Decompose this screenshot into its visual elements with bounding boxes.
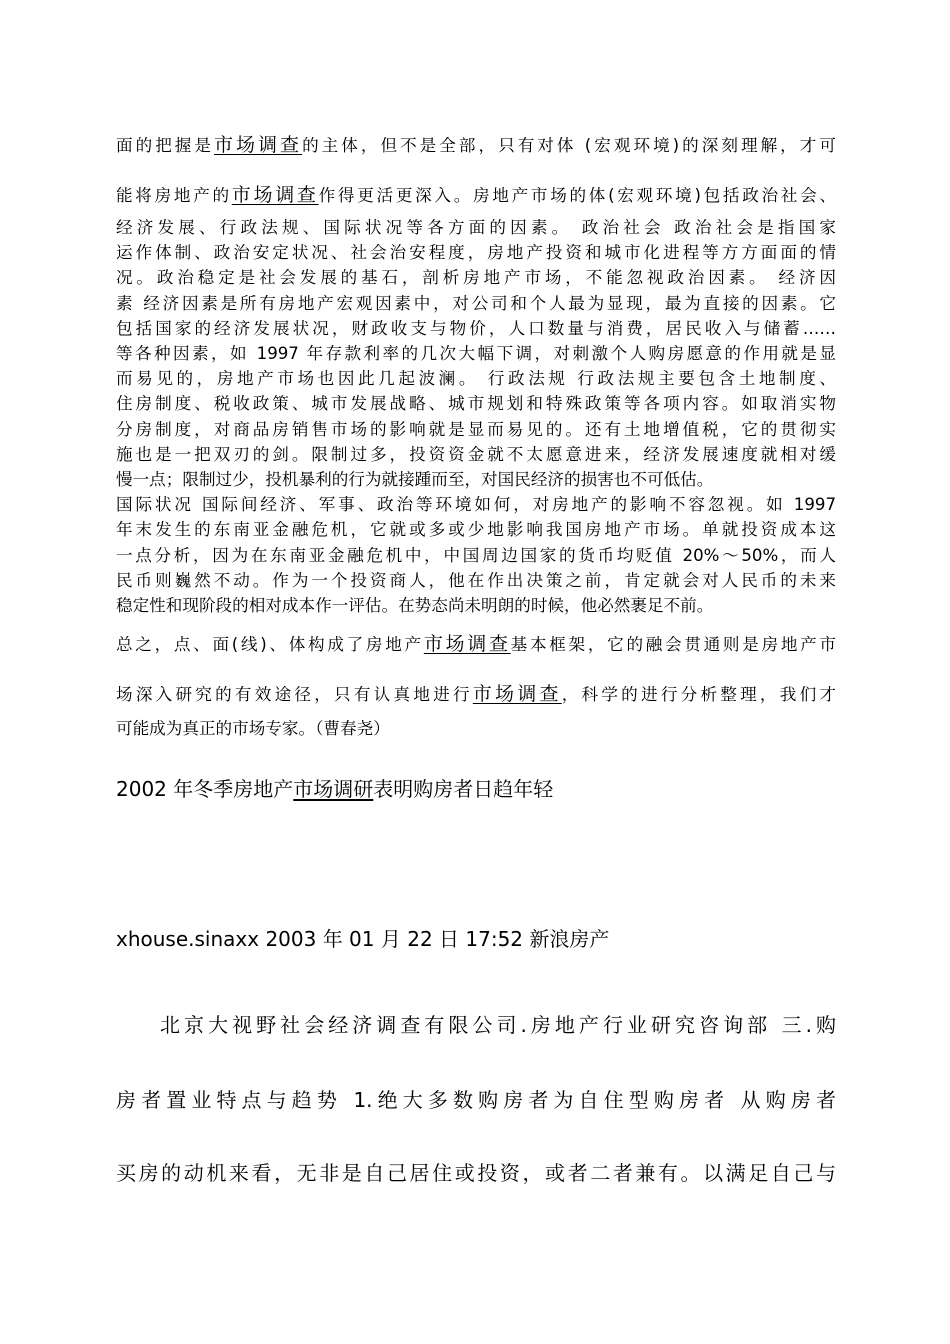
paragraph-line: 素 经济因素是所有房地产宏观因素中，对公司和个人最为显现，最为直接的因素。它: [116, 293, 836, 313]
text-run: 面的把握是: [116, 136, 215, 155]
paragraph-line: 稳定性和现阶段的相对成本作一评估。在势态尚未明朗的时候，他必然裹足不前。: [116, 596, 714, 615]
text-run: 2002 年冬季房地产: [116, 777, 294, 801]
text-run: 的主体，但不是全部，只有对体 (宏观环境)的深刻理解，才可: [302, 136, 836, 155]
paragraph-line: [116, 684, 836, 705]
text-run: 总之，点、面(线)、体构成了房地产: [116, 635, 424, 654]
text-run: ，科学的进行分析整理，我们才: [561, 685, 836, 704]
text-run: 能将房地产的: [116, 186, 232, 205]
paragraph-line: 可能成为真正的市场专家。（曹春尧）: [116, 719, 390, 738]
article-body-line: 北京大视野社会经济调查有限公司.房地产行业研究咨询部 三.购: [160, 1013, 836, 1037]
text-run: 作得更活更深入。房地产市场的体(宏观环境)包括政治社会、: [318, 186, 837, 205]
paragraph-line: 而易见的，房地产市场也因此几起波澜。 行政法规 行政法规主要包含土地制度、: [116, 369, 836, 389]
paragraph-line: 慢一点；限制过少，投机暴利的行为就接踵而至，对国民经济的损害也不可低估。: [116, 470, 714, 489]
market-research-link[interactable]: 市场调查: [472, 683, 562, 705]
paragraph-line: 分房制度，对商品房销售市场的影响就是显而易见的。还有土地增值税，它的贯彻实: [116, 419, 836, 439]
paragraph-line: 等各种因素，如 1997 年存款利率的几次大幅下调，对刺激个人购房愿意的作用就是显: [116, 344, 836, 363]
text-run: 基本框架，它的融会贯通则是房地产市: [510, 635, 837, 654]
paragraph-line: 经济发展、行政法规、国际状况等各方面的因素。 政治社会 政治社会是指国家: [116, 218, 836, 237]
paragraph-line: 国际状况 国际间经济、军事、政治等环境如何，对房地产的影响不容忽视。如 1997: [116, 495, 836, 515]
paragraph-line: 住房制度、税收政策、城市发展战略、城市规划和特殊政策等各项内容。如取消实物: [116, 394, 836, 414]
paragraph-line: 民币则巍然不动。作为一个投资商人，他在作出决策之前，肯定就会对人民币的未来: [116, 570, 836, 590]
article-body-line: 房者置业特点与趋势 1.绝大多数购房者为自住型购房者 从购房者: [116, 1088, 836, 1112]
paragraph-line: 一点分析，因为在东南亚金融危机中，中国周边国家的货币均贬值 20%～50%，而人: [116, 545, 836, 565]
article-title: [116, 776, 836, 802]
text-run: 场深入研究的有效途径，只有认真地进行: [116, 685, 473, 704]
paragraph-line: 年末发生的东南亚金融危机，它就或多或少地影响我国房地产市场。单就投资成本这: [116, 520, 836, 540]
paragraph-line: 施也是一把双刃的剑。限制过多，投资资金就不太愿意进来，经济发展速度就相对缓: [116, 444, 836, 464]
text-run: 表明购房者日趋年轻: [373, 777, 554, 801]
market-survey-link[interactable]: 市场调研: [293, 777, 374, 801]
article-source: xhouse.sinaxx 2003 年 01 月 22 日 17:52 新浪房产: [116, 927, 610, 951]
market-research-link[interactable]: 市场调查: [214, 134, 303, 156]
paragraph-line: [116, 634, 836, 655]
market-research-link[interactable]: 市场调查: [423, 633, 511, 655]
paragraph-line: 运作体制、政治安定状况、社会治安程度，房地产投资和城市化进程等方方面面的情: [116, 243, 836, 263]
market-research-link[interactable]: 市场调查: [231, 184, 319, 206]
paragraph-line: [116, 185, 836, 206]
paragraph-line: [116, 135, 836, 156]
paragraph-line: 包括国家的经济发展状况，财政收支与物价，人口数量与消费，居民收入与储蓄……: [116, 318, 836, 338]
paragraph-line: 况。政治稳定是社会发展的基石，剖析房地产市场，不能忽视政治因素。 经济因: [116, 268, 836, 288]
article-body-line: 买房的动机来看，无非是自己居住或投资，或者二者兼有。以满足自己与: [116, 1161, 836, 1185]
